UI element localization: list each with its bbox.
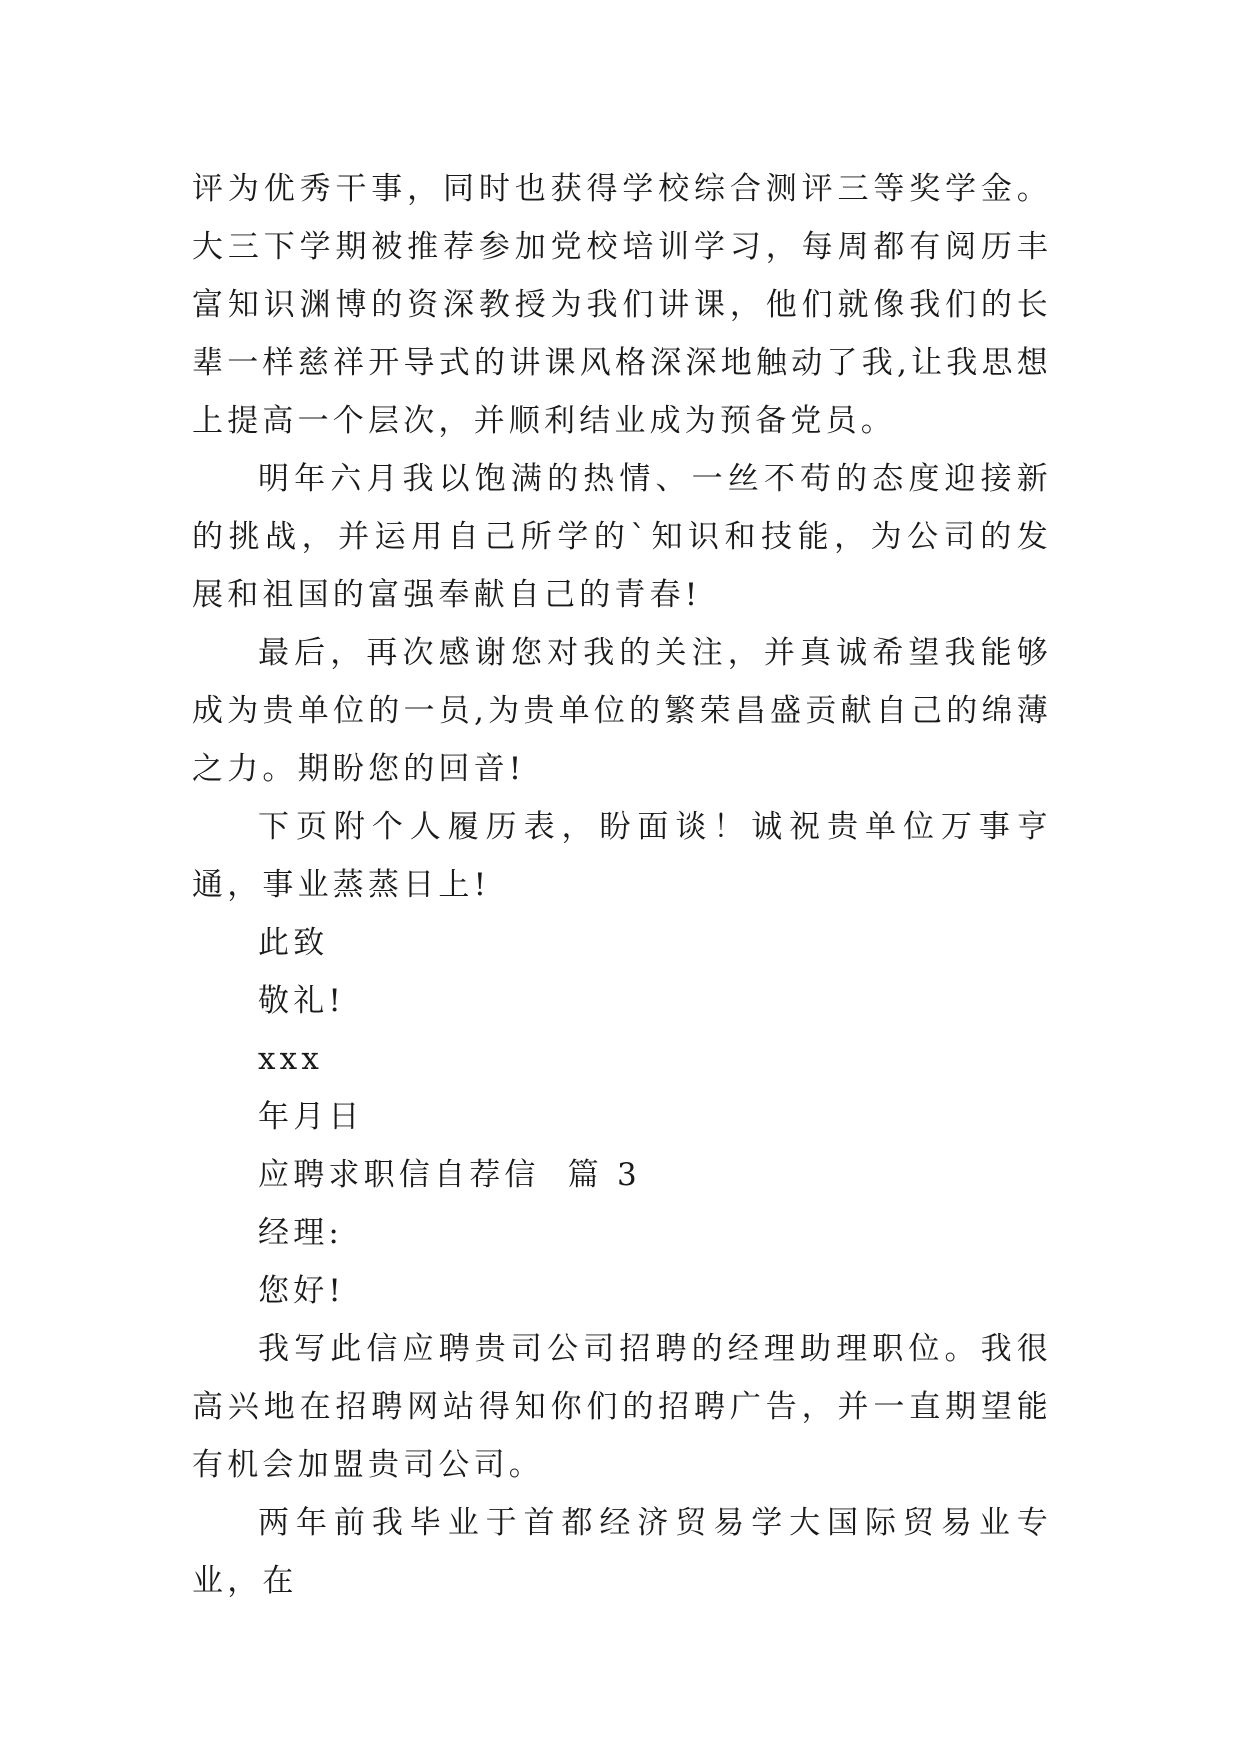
greeting: 您好! xyxy=(258,1273,346,1309)
document-page xyxy=(192,160,1052,1610)
signature: xxx xyxy=(258,1041,324,1077)
greeting-recipient: 经理: xyxy=(258,1215,344,1251)
paragraph-achievements: 评为优秀干事，同时也获得学校综合测评三等奖学金。大三下学期被推荐参加党校培训学习，每周都有阅历丰富知识渊博的资深教授为我们讲课，他们就像我们的长辈一样慈祥开导式的讲课风格深深地触动了我,让我思想上提高一个层次，并顺利结业成为预备党员。 xyxy=(192,171,1052,439)
section-title: 应聘求职信自荐信 篇 3 xyxy=(258,1157,641,1193)
paragraph-thanks: 最后，再次感谢您对我的关注，并真诚希望我能够成为贵单位的一员,为贵单位的繁荣昌盛贡献自己的绵薄之力。期盼您的回音! xyxy=(192,635,1052,787)
closing-salutation-2: 敬礼! xyxy=(258,983,346,1019)
paragraph-interview-request: 下页附个人履历表，盼面谈！诚祝贵单位万事亨通，事业蒸蒸日上! xyxy=(192,809,1052,903)
closing-salutation-1: 此致 xyxy=(258,925,329,961)
paragraph-commitment: 明年六月我以饱满的热情、一丝不苟的态度迎接新的挑战，并运用自己所学的`知识和技能，为公司的发展和祖国的富强奉献自己的青春! xyxy=(192,461,1052,613)
paragraph-application: 我写此信应聘贵司公司招聘的经理助理职位。我很高兴地在招聘网站得知你们的招聘广告，并一直期望能有机会加盟贵司公司。 xyxy=(192,1331,1052,1483)
paragraph-education: 两年前我毕业于首都经济贸易学大国际贸易业专业，在 xyxy=(192,1505,1052,1599)
date-line: 年月日 xyxy=(258,1099,364,1135)
